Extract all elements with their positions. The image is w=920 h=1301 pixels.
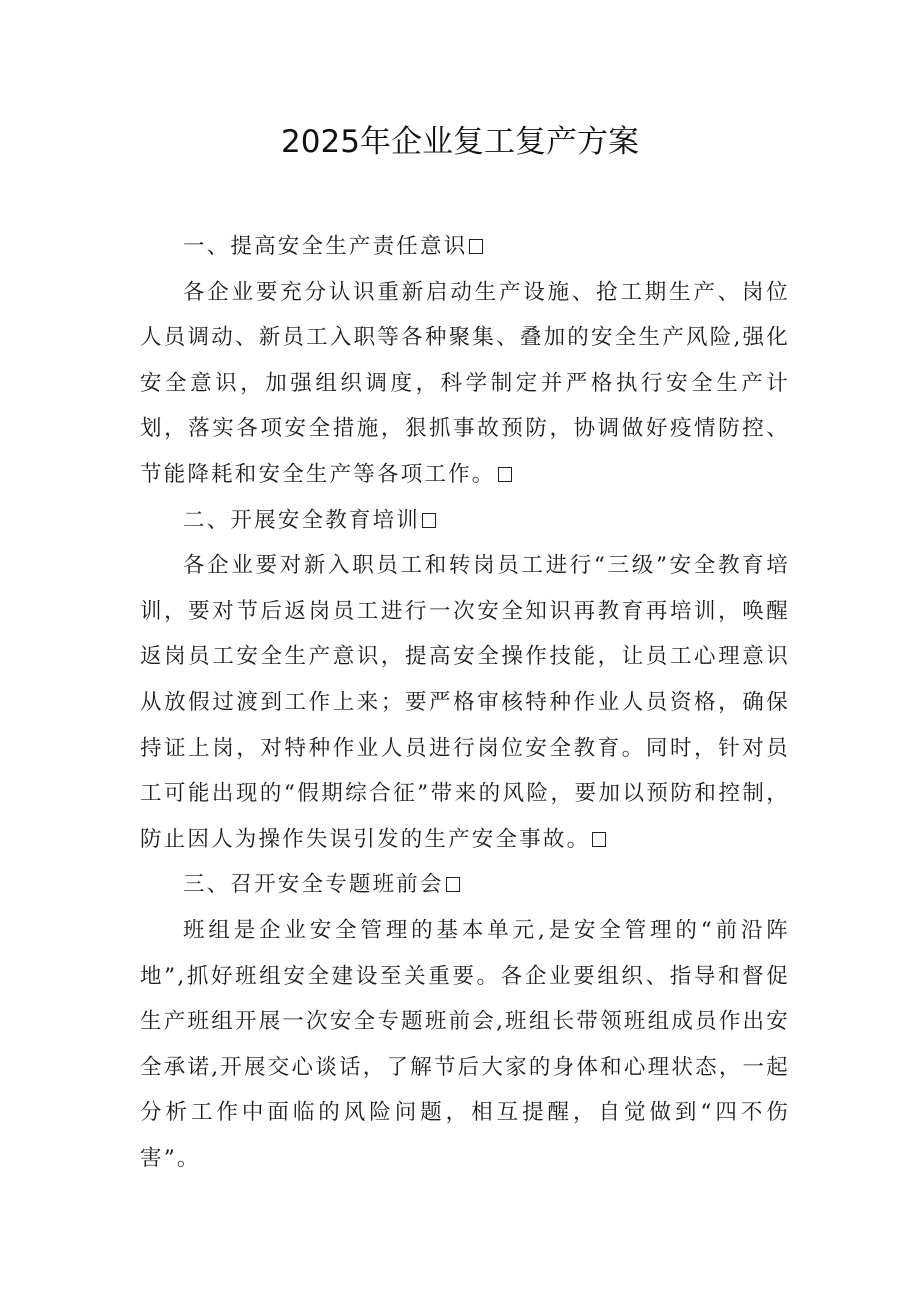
section-3-paragraph [140,908,790,1182]
section-3-paragraph-text: 班组是企业安全管理的基本单元,是安全管理的“前沿阵地”,抓好班组安全建设至关重要。各企业要组织、指导和督促生产班组开展一次安全专题班前会,班组长带领班组成员作出安全承诺,开展交心谈话，了解节后大家的身体和心理状态，一起分析工作中面临的风险问题，相互提醒，自觉做到“四不伤害”。 [140,917,790,1171]
missing-glyph-box-icon [469,239,483,254]
section-1-heading [140,224,790,270]
section-2-heading-text: 二、开展安全教育培训 [183,507,421,533]
section-1-heading-text: 一、提高安全生产责任意识 [183,234,468,259]
missing-glyph-box-icon [422,513,436,528]
section-2-paragraph-text: 各企业要对新入职员工和转岗员工进行“三级”安全教育培训，要对节后返岗员工进行一次安全知识再教育再培训，唤醒返岗员工安全生产意识，提高安全操作技能，让员工心理意识从放假过渡到工作上来；要严格审核特种作业人员资格，确保持证上岗，对特种作业人员进行岗位安全教育。同时，针对员工可能出现的“假期综合征”带来的风险，要加以预防和控制，防止因人为操作失误引发的生产安全事故。 [140,553,790,852]
missing-glyph-box-icon [498,467,512,482]
section-2-heading [140,498,790,544]
section-1-paragraph-text: 各企业要充分认识重新启动生产设施、抢工期生产、岗位人员调动、新员工入职等各种聚集、叠加的安全生产风险,强化安全意识，加强组织调度，科学制定并严格执行安全生产计划，落实各项安全措施，狠抓事故预防，协调做好疫情防控、节能降耗和安全生产等各项工作。 [140,279,790,487]
section-2-paragraph [140,543,790,862]
document-title: 2025年企业复工复产方案 [281,124,639,160]
missing-glyph-box-icon [446,877,460,892]
missing-glyph-box-icon [592,832,606,847]
section-3-heading [140,862,790,908]
document-body [140,224,790,1181]
section-3-heading-text: 三、召开安全专题班前会 [183,872,444,898]
section-1-paragraph [140,270,790,498]
